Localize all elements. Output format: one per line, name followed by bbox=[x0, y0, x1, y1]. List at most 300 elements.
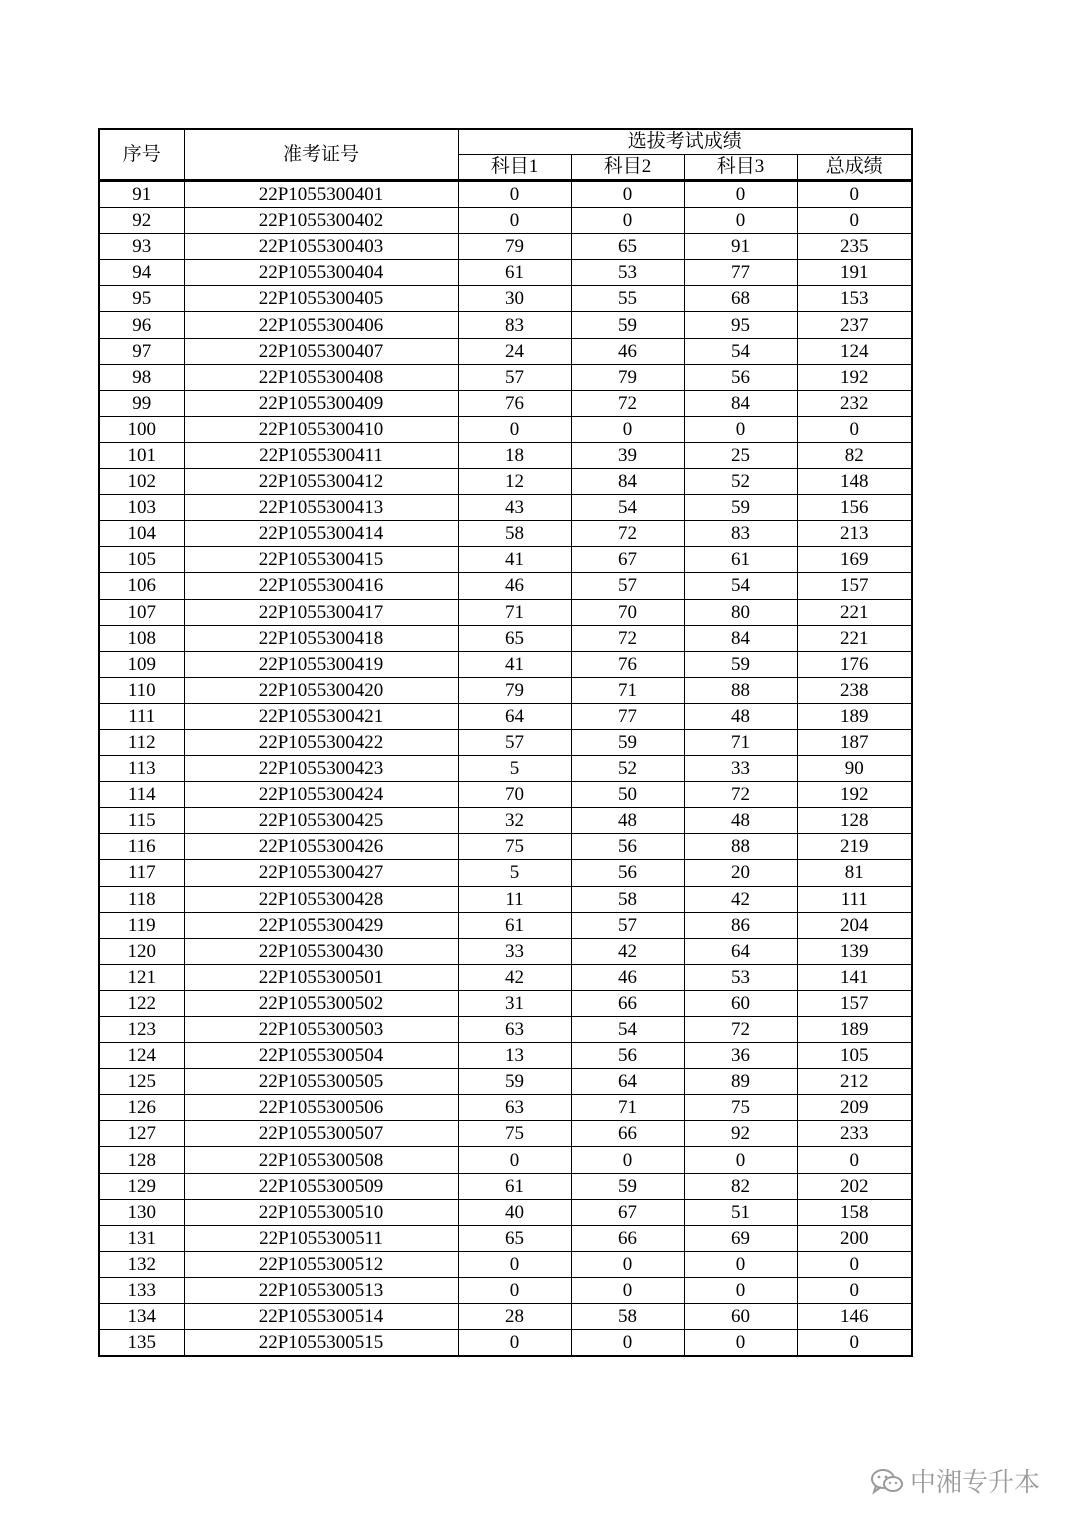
total-cell: 176 bbox=[797, 651, 912, 677]
ticket-cell: 22P1055300417 bbox=[184, 599, 458, 625]
subject-1-cell: 0 bbox=[458, 1251, 571, 1277]
ticket-cell: 22P1055300404 bbox=[184, 260, 458, 286]
subject-2-cell: 0 bbox=[571, 1147, 684, 1173]
ticket-cell: 22P1055300509 bbox=[184, 1173, 458, 1199]
table-row bbox=[99, 912, 912, 938]
ticket-cell: 22P1055300401 bbox=[184, 181, 458, 208]
seq-cell: 127 bbox=[99, 1121, 184, 1147]
total-cell: 209 bbox=[797, 1095, 912, 1121]
seq-cell: 124 bbox=[99, 1043, 184, 1069]
subject-1-cell: 58 bbox=[458, 521, 571, 547]
table-row bbox=[99, 625, 912, 651]
ticket-cell: 22P1055300409 bbox=[184, 390, 458, 416]
subject-3-cell: 83 bbox=[684, 521, 797, 547]
watermark bbox=[870, 1462, 1040, 1499]
ticket-cell: 22P1055300422 bbox=[184, 729, 458, 755]
subject-3-cell: 69 bbox=[684, 1225, 797, 1251]
subject-1-cell: 57 bbox=[458, 364, 571, 390]
subject-3-cell: 0 bbox=[684, 1147, 797, 1173]
table-row bbox=[99, 521, 912, 547]
subject-3-cell: 20 bbox=[684, 860, 797, 886]
seq-cell: 131 bbox=[99, 1225, 184, 1251]
subject-3-cell: 52 bbox=[684, 469, 797, 495]
seq-cell: 104 bbox=[99, 521, 184, 547]
subject-3-cell: 88 bbox=[684, 677, 797, 703]
ticket-cell: 22P1055300424 bbox=[184, 782, 458, 808]
table-row bbox=[99, 234, 912, 260]
subject-2-cell: 59 bbox=[571, 1173, 684, 1199]
subject-2-cell: 59 bbox=[571, 312, 684, 338]
table-row bbox=[99, 1225, 912, 1251]
table-row bbox=[99, 886, 912, 912]
table-row bbox=[99, 573, 912, 599]
table-row bbox=[99, 1121, 912, 1147]
subject-2-cell: 56 bbox=[571, 1043, 684, 1069]
subject-2-cell: 54 bbox=[571, 495, 684, 521]
subject-1-cell: 11 bbox=[458, 886, 571, 912]
total-cell: 204 bbox=[797, 912, 912, 938]
subject-3-cell: 77 bbox=[684, 260, 797, 286]
subject-3-cell: 64 bbox=[684, 938, 797, 964]
ticket-cell: 22P1055300418 bbox=[184, 625, 458, 651]
table-row bbox=[99, 390, 912, 416]
subject-2-cell: 0 bbox=[571, 208, 684, 234]
ticket-cell: 22P1055300407 bbox=[184, 338, 458, 364]
total-cell: 146 bbox=[797, 1304, 912, 1330]
ticket-cell: 22P1055300423 bbox=[184, 756, 458, 782]
subject-1-cell: 83 bbox=[458, 312, 571, 338]
subject-2-cell: 56 bbox=[571, 834, 684, 860]
table-row bbox=[99, 756, 912, 782]
table-row bbox=[99, 442, 912, 468]
subject-2-cell: 77 bbox=[571, 703, 684, 729]
subject-1-cell: 75 bbox=[458, 834, 571, 860]
header-seq: 序号 bbox=[99, 129, 184, 181]
subject-3-cell: 59 bbox=[684, 651, 797, 677]
subject-3-cell: 51 bbox=[684, 1199, 797, 1225]
subject-1-cell: 28 bbox=[458, 1304, 571, 1330]
table-row bbox=[99, 964, 912, 990]
subject-2-cell: 39 bbox=[571, 442, 684, 468]
subject-3-cell: 72 bbox=[684, 782, 797, 808]
subject-3-cell: 60 bbox=[684, 990, 797, 1016]
subject-3-cell: 56 bbox=[684, 364, 797, 390]
seq-cell: 103 bbox=[99, 495, 184, 521]
subject-1-cell: 41 bbox=[458, 547, 571, 573]
subject-1-cell: 46 bbox=[458, 573, 571, 599]
ticket-cell: 22P1055300508 bbox=[184, 1147, 458, 1173]
ticket-cell: 22P1055300414 bbox=[184, 521, 458, 547]
subject-2-cell: 58 bbox=[571, 1304, 684, 1330]
table-row bbox=[99, 1095, 912, 1121]
ticket-cell: 22P1055300419 bbox=[184, 651, 458, 677]
seq-cell: 107 bbox=[99, 599, 184, 625]
subject-3-cell: 92 bbox=[684, 1121, 797, 1147]
subject-1-cell: 13 bbox=[458, 1043, 571, 1069]
table-row bbox=[99, 208, 912, 234]
ticket-cell: 22P1055300421 bbox=[184, 703, 458, 729]
subject-3-cell: 95 bbox=[684, 312, 797, 338]
subject-3-cell: 84 bbox=[684, 625, 797, 651]
subject-3-cell: 33 bbox=[684, 756, 797, 782]
total-cell: 0 bbox=[797, 1251, 912, 1277]
subject-3-cell: 25 bbox=[684, 442, 797, 468]
subject-1-cell: 0 bbox=[458, 1147, 571, 1173]
subject-1-cell: 75 bbox=[458, 1121, 571, 1147]
watermark-text: 中湘专升本 bbox=[910, 1468, 1041, 1498]
subject-2-cell: 0 bbox=[571, 416, 684, 442]
subject-1-cell: 61 bbox=[458, 260, 571, 286]
subject-3-cell: 0 bbox=[684, 1330, 797, 1357]
subject-1-cell: 57 bbox=[458, 729, 571, 755]
subject-2-cell: 57 bbox=[571, 573, 684, 599]
subject-3-cell: 89 bbox=[684, 1069, 797, 1095]
total-cell: 221 bbox=[797, 599, 912, 625]
table-row bbox=[99, 1017, 912, 1043]
subject-2-cell: 53 bbox=[571, 260, 684, 286]
subject-1-cell: 12 bbox=[458, 469, 571, 495]
seq-cell: 130 bbox=[99, 1199, 184, 1225]
seq-cell: 115 bbox=[99, 808, 184, 834]
subject-1-cell: 61 bbox=[458, 1173, 571, 1199]
score-table bbox=[98, 128, 913, 1357]
seq-cell: 111 bbox=[99, 703, 184, 729]
subject-3-cell: 86 bbox=[684, 912, 797, 938]
ticket-cell: 22P1055300430 bbox=[184, 938, 458, 964]
total-cell: 189 bbox=[797, 703, 912, 729]
subject-1-cell: 79 bbox=[458, 234, 571, 260]
ticket-cell: 22P1055300511 bbox=[184, 1225, 458, 1251]
table-row bbox=[99, 677, 912, 703]
seq-cell: 123 bbox=[99, 1017, 184, 1043]
subject-1-cell: 30 bbox=[458, 286, 571, 312]
ticket-cell: 22P1055300403 bbox=[184, 234, 458, 260]
table-row bbox=[99, 1147, 912, 1173]
subject-3-cell: 36 bbox=[684, 1043, 797, 1069]
subject-2-cell: 66 bbox=[571, 990, 684, 1016]
subject-1-cell: 33 bbox=[458, 938, 571, 964]
subject-2-cell: 66 bbox=[571, 1225, 684, 1251]
subject-2-cell: 70 bbox=[571, 599, 684, 625]
subject-3-cell: 61 bbox=[684, 547, 797, 573]
subject-3-cell: 68 bbox=[684, 286, 797, 312]
table-row bbox=[99, 495, 912, 521]
ticket-cell: 22P1055300510 bbox=[184, 1199, 458, 1225]
total-cell: 192 bbox=[797, 782, 912, 808]
seq-cell: 102 bbox=[99, 469, 184, 495]
seq-cell: 108 bbox=[99, 625, 184, 651]
header-total: 总成绩 bbox=[797, 155, 912, 181]
total-cell: 0 bbox=[797, 1330, 912, 1357]
subject-2-cell: 0 bbox=[571, 1251, 684, 1277]
table-row bbox=[99, 834, 912, 860]
subject-1-cell: 32 bbox=[458, 808, 571, 834]
ticket-cell: 22P1055300411 bbox=[184, 442, 458, 468]
subject-3-cell: 72 bbox=[684, 1017, 797, 1043]
seq-cell: 121 bbox=[99, 964, 184, 990]
total-cell: 191 bbox=[797, 260, 912, 286]
ticket-cell: 22P1055300507 bbox=[184, 1121, 458, 1147]
subject-1-cell: 18 bbox=[458, 442, 571, 468]
total-cell: 90 bbox=[797, 756, 912, 782]
ticket-cell: 22P1055300402 bbox=[184, 208, 458, 234]
subject-3-cell: 71 bbox=[684, 729, 797, 755]
ticket-cell: 22P1055300512 bbox=[184, 1251, 458, 1277]
total-cell: 202 bbox=[797, 1173, 912, 1199]
ticket-cell: 22P1055300405 bbox=[184, 286, 458, 312]
seq-cell: 96 bbox=[99, 312, 184, 338]
table-row bbox=[99, 703, 912, 729]
header-score-group: 选拔考试成绩 bbox=[458, 129, 912, 155]
subject-2-cell: 0 bbox=[571, 1277, 684, 1303]
header-subject-3: 科目3 bbox=[684, 155, 797, 181]
subject-2-cell: 0 bbox=[571, 1330, 684, 1357]
subject-3-cell: 91 bbox=[684, 234, 797, 260]
subject-3-cell: 54 bbox=[684, 573, 797, 599]
subject-3-cell: 0 bbox=[684, 181, 797, 208]
subject-1-cell: 59 bbox=[458, 1069, 571, 1095]
subject-1-cell: 5 bbox=[458, 756, 571, 782]
subject-3-cell: 42 bbox=[684, 886, 797, 912]
seq-cell: 106 bbox=[99, 573, 184, 599]
subject-2-cell: 59 bbox=[571, 729, 684, 755]
subject-2-cell: 71 bbox=[571, 677, 684, 703]
subject-2-cell: 66 bbox=[571, 1121, 684, 1147]
total-cell: 82 bbox=[797, 442, 912, 468]
seq-cell: 129 bbox=[99, 1173, 184, 1199]
subject-3-cell: 0 bbox=[684, 208, 797, 234]
total-cell: 128 bbox=[797, 808, 912, 834]
subject-1-cell: 31 bbox=[458, 990, 571, 1016]
total-cell: 81 bbox=[797, 860, 912, 886]
seq-cell: 122 bbox=[99, 990, 184, 1016]
total-cell: 232 bbox=[797, 390, 912, 416]
seq-cell: 120 bbox=[99, 938, 184, 964]
total-cell: 0 bbox=[797, 416, 912, 442]
subject-3-cell: 0 bbox=[684, 1277, 797, 1303]
subject-1-cell: 61 bbox=[458, 912, 571, 938]
subject-2-cell: 76 bbox=[571, 651, 684, 677]
subject-2-cell: 79 bbox=[571, 364, 684, 390]
ticket-cell: 22P1055300427 bbox=[184, 860, 458, 886]
table-row bbox=[99, 938, 912, 964]
subject-2-cell: 55 bbox=[571, 286, 684, 312]
total-cell: 221 bbox=[797, 625, 912, 651]
subject-2-cell: 72 bbox=[571, 390, 684, 416]
total-cell: 213 bbox=[797, 521, 912, 547]
total-cell: 0 bbox=[797, 181, 912, 208]
subject-2-cell: 58 bbox=[571, 886, 684, 912]
subject-1-cell: 42 bbox=[458, 964, 571, 990]
total-cell: 187 bbox=[797, 729, 912, 755]
seq-cell: 95 bbox=[99, 286, 184, 312]
table-row bbox=[99, 1277, 912, 1303]
table-row bbox=[99, 651, 912, 677]
table-row bbox=[99, 416, 912, 442]
subject-2-cell: 67 bbox=[571, 547, 684, 573]
total-cell: 157 bbox=[797, 573, 912, 599]
total-cell: 156 bbox=[797, 495, 912, 521]
ticket-cell: 22P1055300413 bbox=[184, 495, 458, 521]
table-row bbox=[99, 312, 912, 338]
seq-cell: 132 bbox=[99, 1251, 184, 1277]
ticket-cell: 22P1055300406 bbox=[184, 312, 458, 338]
seq-cell: 125 bbox=[99, 1069, 184, 1095]
seq-cell: 116 bbox=[99, 834, 184, 860]
ticket-cell: 22P1055300415 bbox=[184, 547, 458, 573]
seq-cell: 98 bbox=[99, 364, 184, 390]
total-cell: 139 bbox=[797, 938, 912, 964]
subject-2-cell: 71 bbox=[571, 1095, 684, 1121]
table-header bbox=[99, 129, 912, 181]
ticket-cell: 22P1055300428 bbox=[184, 886, 458, 912]
subject-1-cell: 65 bbox=[458, 625, 571, 651]
subject-2-cell: 0 bbox=[571, 181, 684, 208]
seq-cell: 92 bbox=[99, 208, 184, 234]
total-cell: 148 bbox=[797, 469, 912, 495]
subject-3-cell: 54 bbox=[684, 338, 797, 364]
subject-2-cell: 65 bbox=[571, 234, 684, 260]
ticket-cell: 22P1055300426 bbox=[184, 834, 458, 860]
subject-3-cell: 82 bbox=[684, 1173, 797, 1199]
seq-cell: 94 bbox=[99, 260, 184, 286]
ticket-cell: 22P1055300416 bbox=[184, 573, 458, 599]
seq-cell: 100 bbox=[99, 416, 184, 442]
subject-1-cell: 79 bbox=[458, 677, 571, 703]
table-row bbox=[99, 469, 912, 495]
ticket-cell: 22P1055300504 bbox=[184, 1043, 458, 1069]
subject-1-cell: 0 bbox=[458, 181, 571, 208]
subject-1-cell: 43 bbox=[458, 495, 571, 521]
total-cell: 169 bbox=[797, 547, 912, 573]
wechat-icon bbox=[870, 1467, 904, 1495]
seq-cell: 134 bbox=[99, 1304, 184, 1330]
seq-cell: 99 bbox=[99, 390, 184, 416]
table-row bbox=[99, 990, 912, 1016]
table-body bbox=[99, 181, 912, 1357]
header-ticket: 准考证号 bbox=[184, 129, 458, 181]
table-row bbox=[99, 181, 912, 208]
total-cell: 212 bbox=[797, 1069, 912, 1095]
subject-1-cell: 70 bbox=[458, 782, 571, 808]
subject-3-cell: 80 bbox=[684, 599, 797, 625]
ticket-cell: 22P1055300505 bbox=[184, 1069, 458, 1095]
total-cell: 200 bbox=[797, 1225, 912, 1251]
table-row bbox=[99, 364, 912, 390]
total-cell: 0 bbox=[797, 1277, 912, 1303]
subject-1-cell: 63 bbox=[458, 1095, 571, 1121]
total-cell: 238 bbox=[797, 677, 912, 703]
total-cell: 219 bbox=[797, 834, 912, 860]
subject-1-cell: 5 bbox=[458, 860, 571, 886]
table-row bbox=[99, 260, 912, 286]
subject-2-cell: 64 bbox=[571, 1069, 684, 1095]
seq-cell: 135 bbox=[99, 1330, 184, 1357]
seq-cell: 128 bbox=[99, 1147, 184, 1173]
seq-cell: 133 bbox=[99, 1277, 184, 1303]
ticket-cell: 22P1055300503 bbox=[184, 1017, 458, 1043]
subject-2-cell: 42 bbox=[571, 938, 684, 964]
subject-3-cell: 53 bbox=[684, 964, 797, 990]
ticket-cell: 22P1055300408 bbox=[184, 364, 458, 390]
table-row bbox=[99, 338, 912, 364]
subject-1-cell: 41 bbox=[458, 651, 571, 677]
total-cell: 141 bbox=[797, 964, 912, 990]
table-row bbox=[99, 1251, 912, 1277]
total-cell: 111 bbox=[797, 886, 912, 912]
subject-1-cell: 64 bbox=[458, 703, 571, 729]
seq-cell: 113 bbox=[99, 756, 184, 782]
table-row bbox=[99, 286, 912, 312]
total-cell: 158 bbox=[797, 1199, 912, 1225]
total-cell: 0 bbox=[797, 208, 912, 234]
subject-1-cell: 0 bbox=[458, 1330, 571, 1357]
total-cell: 237 bbox=[797, 312, 912, 338]
subject-2-cell: 46 bbox=[571, 964, 684, 990]
table-row bbox=[99, 1330, 912, 1357]
ticket-cell: 22P1055300410 bbox=[184, 416, 458, 442]
subject-2-cell: 67 bbox=[571, 1199, 684, 1225]
subject-3-cell: 84 bbox=[684, 390, 797, 416]
seq-cell: 117 bbox=[99, 860, 184, 886]
subject-2-cell: 72 bbox=[571, 625, 684, 651]
total-cell: 153 bbox=[797, 286, 912, 312]
seq-cell: 93 bbox=[99, 234, 184, 260]
subject-3-cell: 48 bbox=[684, 808, 797, 834]
header-subject-2: 科目2 bbox=[571, 155, 684, 181]
subject-2-cell: 54 bbox=[571, 1017, 684, 1043]
subject-2-cell: 48 bbox=[571, 808, 684, 834]
subject-2-cell: 57 bbox=[571, 912, 684, 938]
subject-2-cell: 50 bbox=[571, 782, 684, 808]
seq-cell: 126 bbox=[99, 1095, 184, 1121]
table-row bbox=[99, 547, 912, 573]
seq-cell: 112 bbox=[99, 729, 184, 755]
ticket-cell: 22P1055300513 bbox=[184, 1277, 458, 1303]
subject-3-cell: 60 bbox=[684, 1304, 797, 1330]
table-row bbox=[99, 782, 912, 808]
total-cell: 192 bbox=[797, 364, 912, 390]
total-cell: 235 bbox=[797, 234, 912, 260]
subject-2-cell: 56 bbox=[571, 860, 684, 886]
total-cell: 189 bbox=[797, 1017, 912, 1043]
ticket-cell: 22P1055300514 bbox=[184, 1304, 458, 1330]
subject-1-cell: 0 bbox=[458, 208, 571, 234]
table-row bbox=[99, 1069, 912, 1095]
seq-cell: 109 bbox=[99, 651, 184, 677]
subject-3-cell: 0 bbox=[684, 416, 797, 442]
total-cell: 233 bbox=[797, 1121, 912, 1147]
header-subject-1: 科目1 bbox=[458, 155, 571, 181]
table-row bbox=[99, 1043, 912, 1069]
table-row bbox=[99, 1304, 912, 1330]
seq-cell: 119 bbox=[99, 912, 184, 938]
table-row bbox=[99, 860, 912, 886]
subject-3-cell: 0 bbox=[684, 1251, 797, 1277]
subject-2-cell: 84 bbox=[571, 469, 684, 495]
subject-3-cell: 59 bbox=[684, 495, 797, 521]
table-row bbox=[99, 1173, 912, 1199]
seq-cell: 118 bbox=[99, 886, 184, 912]
table-row bbox=[99, 808, 912, 834]
subject-1-cell: 40 bbox=[458, 1199, 571, 1225]
subject-3-cell: 75 bbox=[684, 1095, 797, 1121]
table-row bbox=[99, 729, 912, 755]
subject-1-cell: 24 bbox=[458, 338, 571, 364]
seq-cell: 101 bbox=[99, 442, 184, 468]
ticket-cell: 22P1055300501 bbox=[184, 964, 458, 990]
ticket-cell: 22P1055300515 bbox=[184, 1330, 458, 1357]
